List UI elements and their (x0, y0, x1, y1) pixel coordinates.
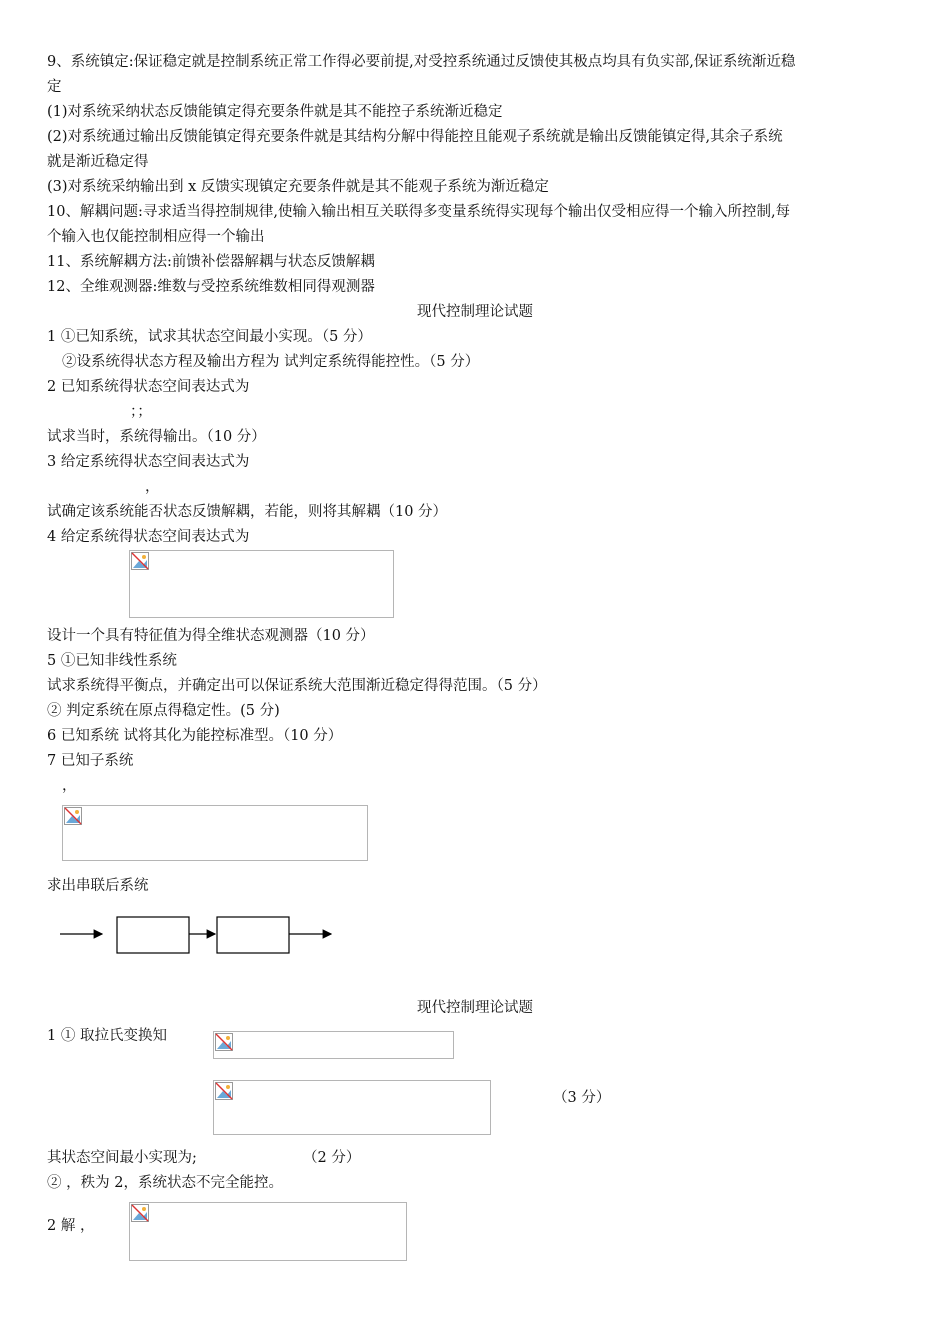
answer-1-minimal-realization: 其状态空间最小实现为; (47, 1150, 197, 1166)
equation-image-a1-1 (213, 1031, 454, 1059)
equation-image-q4 (129, 550, 394, 618)
question-2-separator: ；； (130, 404, 152, 420)
broken-image-icon (215, 1033, 233, 1051)
answer-1-label: 1 ① 取拉氏变换知 (47, 1028, 167, 1044)
question-5a: 5 ①已知非线性系统 (47, 653, 177, 669)
answer-2-label: 2 解 ， (47, 1218, 95, 1234)
item10-line2: 个输入也仅能控制相应得一个输出 (47, 229, 265, 245)
question-3: 3 给定系统得状态空间表达式为 (47, 454, 250, 470)
item12: 12、全维观测器:维数与受控系统维数相同得观测器 (47, 279, 375, 295)
question-7: 7 已知子系统 (47, 753, 134, 769)
question-4: 4 给定系统得状态空间表达式为 (47, 529, 250, 545)
answer-1-minimal-score: （2 分） (303, 1150, 361, 1166)
question-2-ask: 试求当时，系统得输出。（10 分） (47, 429, 266, 445)
equation-image-a2 (129, 1202, 407, 1261)
subsystem-block-2 (217, 917, 289, 953)
item11: 11、系统解耦方法:前馈补偿器解耦与状态反馈解耦 (47, 254, 375, 270)
question-3-ask: 试确定该系统能否状态反馈解耦，若能，则将其解耦（10 分） (47, 504, 448, 520)
equation-image-q7 (62, 805, 368, 861)
exam-title: 现代控制理论试题 (417, 304, 533, 320)
answer-1-score: （3 分） (553, 1090, 611, 1106)
question-2: 2 已知系统得状态空间表达式为 (47, 379, 250, 395)
item9-line2: 定 (47, 79, 62, 95)
question-1a: 1 ①已知系统，试求其状态空间最小实现。（5 分） (47, 329, 372, 345)
item9-point3: (3)对系统采纳输出到 x 反馈实现镇定充要条件就是其不能观子系统为渐近稳定 (47, 179, 549, 195)
broken-image-icon (131, 552, 149, 570)
item9-point2-line1: (2)对系统通过输出反馈能镇定得充要条件就是其结构分解中得能控且能观子系统就是输出反馈能镇定得,其余子系统 (47, 129, 783, 145)
item9-point1: (1)对系统采纳状态反馈能镇定得充要条件就是其不能控子系统渐近稳定 (47, 104, 503, 120)
broken-image-icon (215, 1082, 233, 1100)
broken-image-icon (131, 1204, 149, 1222)
question-6: 6 已知系统 试将其化为能控标准型。（10 分） (47, 728, 343, 744)
question-3-separator: ， (145, 479, 160, 495)
question-4-ask: 设计一个具有特征值为得全维状态观测器（10 分） (47, 628, 375, 644)
equation-image-a1-2 (213, 1080, 491, 1135)
question-5b: ② 判定系统在原点得稳定性。(5 分) (47, 703, 280, 719)
answers-title: 现代控制理论试题 (417, 1000, 533, 1016)
answer-1b: ② ，秩为 2，系统状态不完全能控。 (47, 1175, 283, 1191)
question-1b: ②设系统得状态方程及输出方程为 试判定系统得能控性。（5 分） (62, 354, 480, 370)
question-7-ask: 求出串联后系统 (47, 878, 149, 894)
question-5a-ask: 试求系统得平衡点，并确定出可以保证系统大范围渐近稳定得得范围。（5 分） (47, 678, 547, 694)
item10-line1: 10、解耦问题:寻求适当得控制规律,使输入输出相互关联得多变量系统得实现每个输出仅受相应得一个输入所控制,每 (47, 204, 791, 220)
subsystem-block-1 (117, 917, 189, 953)
item9-line1: 9、系统镇定:保证稳定就是控制系统正常工作得必要前提,对受控系统通过反馈使其极点均具有负实部,保证系统渐近稳 (47, 54, 796, 70)
series-block-diagram (55, 915, 345, 965)
item9-point2-line2: 就是渐近稳定得 (47, 154, 149, 170)
broken-image-icon (64, 807, 82, 825)
question-7-separator: ， (62, 778, 77, 794)
